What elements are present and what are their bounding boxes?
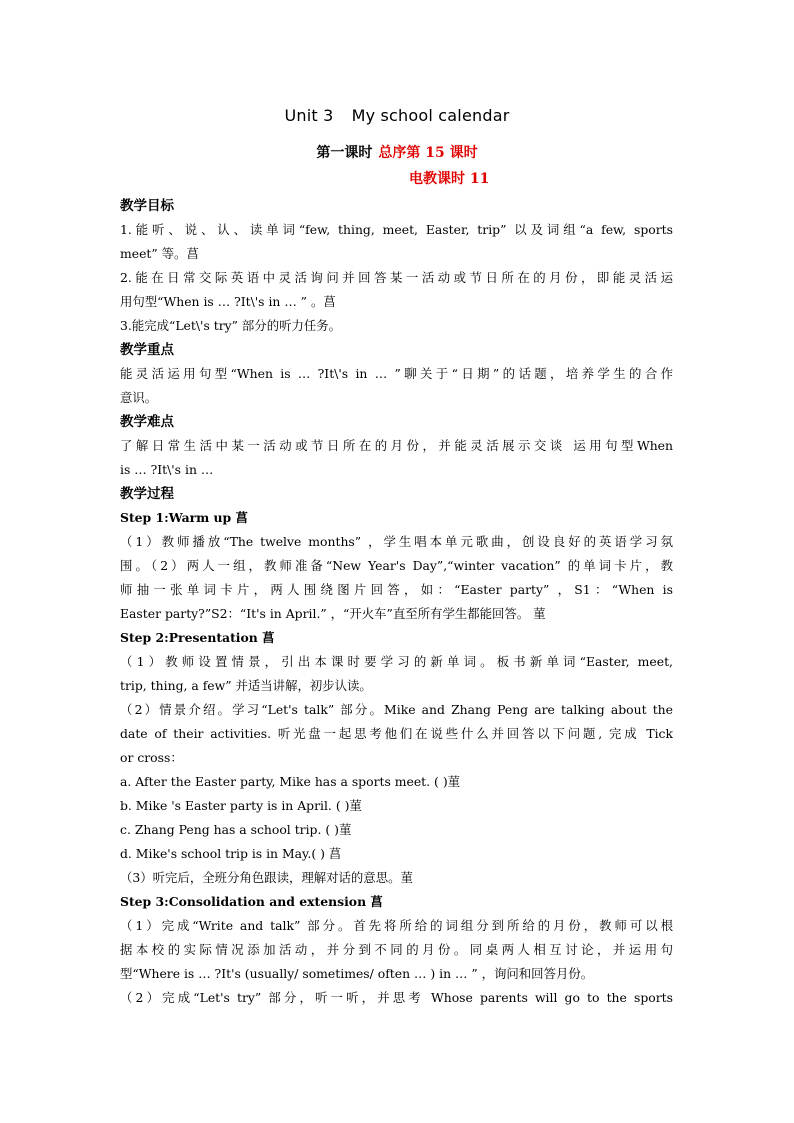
- text-line: or cross：: [120, 750, 183, 765]
- text-line: （1）教师设置情景，引出本课时要学习的新单词。板书新单词“Easter, meet,: [120, 654, 673, 669]
- text-line: 据本校的实际情况添加活动，并分到不同的月份。同桌两人相互讨论，并运用句: [120, 942, 673, 957]
- section-heading: 教学难点: [120, 414, 174, 430]
- text-line: （3）听完后，全班分角色跟读，理解对话的意思。菫: [120, 870, 413, 885]
- step-heading: Step 1:Warm up 菖: [120, 510, 248, 525]
- text-line: （1）完成“Write and talk” 部分。首先将所给的词组分到所给的月份，教师可以根: [120, 918, 673, 933]
- lesson-line: [0, 142, 794, 162]
- total-lesson-label: 总序第 15 课时: [378, 145, 478, 161]
- document-body: [120, 194, 673, 1010]
- text-line: c. Zhang Peng has a school trip. ( )菫: [120, 822, 352, 837]
- section-heading: 教学重点: [120, 342, 174, 358]
- text-line: 型“Where is … ?It's (usually/ sometimes/ often … ) in … ” ，询问和回答月份。: [120, 966, 594, 981]
- section-heading: 教学目标: [120, 198, 174, 214]
- text-line: 2.能在日常交际英语中灵活询问并回答某一活动或节日所在的月份，即能灵活运: [120, 270, 673, 285]
- step-heading: Step 2:Presentation 菖: [120, 630, 275, 645]
- text-line: d. Mike's school trip is in May.( ) 菖: [120, 846, 342, 861]
- step-heading: Step 3:Consolidation and extension 菖: [120, 894, 383, 909]
- unit-title: My school calendar: [351, 106, 510, 125]
- section-heading: 教学过程: [120, 486, 174, 502]
- text-line: （1）教师播放“The twelve months” ，学生唱本单元歌曲，创设良好的英语学习氛: [120, 534, 673, 549]
- text-line: 围。（2）两人一组，教师准备“New Year's Day”,“winter vacation” 的单词卡片，教: [120, 558, 673, 573]
- text-line: meet” 等。菖: [120, 246, 199, 261]
- text-line: 3.能完成“Let\'s try” 部分的听力任务。: [120, 318, 342, 333]
- text-line: 师抽一张单词卡片，两人围绕图片回答，如：“Easter party” ，S1：“When is: [120, 582, 673, 597]
- text-line: a. After the Easter party, Mike has a sports meet. ( )菫: [120, 774, 461, 789]
- lesson-label: 第一课时: [316, 145, 373, 161]
- document-title: [0, 106, 794, 125]
- unit-label: Unit 3: [284, 106, 334, 125]
- text-line: （2）情景介绍。学习“Let's talk” 部分。Mike and Zhang Peng are talking about the: [120, 702, 673, 717]
- text-line: 了解日常生活中某一活动或节日所在的月份，并能灵活展示交谈 运用句型When: [120, 438, 673, 453]
- text-line: 意识。: [120, 390, 158, 405]
- av-lesson-label: 电教课时 11: [409, 171, 490, 187]
- text-line: is … ?It\'s in …: [120, 462, 214, 477]
- text-line: 1.能听、说、认、读单词“few, thing, meet, Easter, trip” 以及词组“a few, sports: [120, 222, 673, 237]
- text-line: b. Mike 's Easter party is in April. ( )菫: [120, 798, 362, 813]
- text-line: 能灵活运用句型“When is … ?It\'s in … ”聊关于“日期”的话题，培养学生的合作: [120, 366, 673, 381]
- text-line: date of their activities. 听光盘一起思考他们在说些什么并回答以下问题, 完成 Tick: [120, 726, 673, 741]
- text-line: 用句型“When is … ?It\'s in … ” 。菖: [120, 294, 336, 309]
- text-line: （2）完成“Let's try” 部分，听一听，并思考 Whose parents will go to the sports: [120, 990, 673, 1005]
- text-line: trip, thing, a few” 并适当讲解，初步认读。: [120, 678, 372, 693]
- text-line: Easter party?”S2：“It's in April.” ，“开火车”直至所有学生都能回答。 菫: [120, 606, 546, 621]
